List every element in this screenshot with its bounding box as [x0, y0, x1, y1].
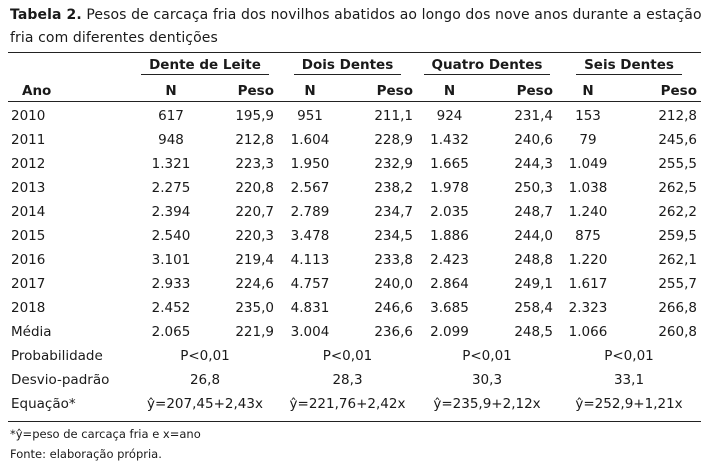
- cell-n: 1.049: [568, 156, 608, 172]
- table-summary: [8, 344, 701, 416]
- cell-peso: 195,9: [235, 108, 274, 124]
- cell-n: 1.950: [290, 156, 330, 172]
- bottom-rule: [8, 421, 701, 422]
- cell-n: 1.066: [568, 324, 608, 340]
- cell-n: 2.540: [151, 228, 191, 244]
- cell-n: 2.275: [151, 180, 191, 196]
- cell-peso: 231,4: [514, 108, 553, 124]
- cell-peso: 234,5: [374, 228, 413, 244]
- cell-peso: 240,6: [514, 132, 553, 148]
- cell-peso: 235,0: [235, 300, 274, 316]
- cell-peso: 262,2: [658, 204, 697, 220]
- cell-peso: 228,9: [374, 132, 413, 148]
- cell-n: 2.933: [151, 276, 191, 292]
- cell-peso: 266,8: [658, 300, 697, 316]
- cell-n: 1.604: [290, 132, 330, 148]
- group-header-seis-dentes: Seis Dentes: [557, 53, 701, 78]
- cell-peso: 244,3: [514, 156, 553, 172]
- cell-n: 1.240: [568, 204, 608, 220]
- row-year: 2014: [11, 204, 46, 220]
- cell-n: 3.685: [430, 300, 469, 316]
- cell-peso: 259,5: [658, 228, 697, 244]
- summary-value: P<0,01: [462, 348, 512, 364]
- cell-peso: 255,7: [658, 276, 697, 292]
- cell-n: 153: [575, 108, 601, 124]
- cell-n: 2.035: [430, 204, 469, 220]
- header-ano: Ano: [22, 83, 52, 99]
- cell-peso: 249,1: [514, 276, 553, 292]
- cell-n: 1.321: [151, 156, 191, 172]
- header-n: N: [165, 83, 177, 99]
- table-row: [8, 224, 701, 248]
- cell-n: 2.099: [430, 324, 469, 340]
- summary-row: [8, 368, 701, 392]
- cell-peso: 221,9: [235, 324, 274, 340]
- summary-value: ŷ=207,45+2,43x: [147, 396, 263, 412]
- summary-value: 33,1: [613, 372, 645, 388]
- summary-row: [8, 344, 701, 368]
- caption-text: Pesos de carcaça fria dos novilhos abatidos ao longo dos nove anos durante a estação fria com diferentes dentições: [10, 7, 702, 46]
- row-year: 2017: [11, 276, 46, 292]
- cell-n: 2.065: [151, 324, 191, 340]
- cell-peso: 224,6: [235, 276, 274, 292]
- cell-peso: 220,3: [235, 228, 274, 244]
- footnotes: [10, 424, 201, 464]
- data-table: [8, 53, 701, 416]
- cell-n: 1.665: [430, 156, 469, 172]
- group-header-dente-de-leite: Dente de Leite: [132, 53, 278, 78]
- header-n: N: [443, 83, 456, 99]
- row-year: 2013: [11, 180, 46, 196]
- cell-peso: 248,5: [514, 324, 553, 340]
- cell-peso: 212,8: [658, 108, 697, 124]
- cell-peso: 220,7: [235, 204, 274, 220]
- cell-peso: 238,2: [374, 180, 413, 196]
- group-header-row: [8, 53, 701, 78]
- cell-peso: 258,4: [514, 300, 553, 316]
- cell-peso: 262,1: [658, 252, 697, 268]
- header-peso: Peso: [376, 83, 413, 99]
- cell-peso: 260,8: [658, 324, 697, 340]
- table-row: [8, 320, 701, 344]
- cell-peso: 246,6: [374, 300, 413, 316]
- table-row: [8, 248, 701, 272]
- cell-n: 2.323: [568, 300, 608, 316]
- cell-peso: 240,0: [374, 276, 413, 292]
- cell-n: 875: [575, 228, 601, 244]
- caption-label: Tabela 2.: [10, 7, 82, 23]
- header-peso: Peso: [516, 83, 553, 99]
- row-year: 2016: [11, 252, 46, 268]
- cell-peso: 236,6: [374, 324, 413, 340]
- cell-peso: 245,6: [658, 132, 697, 148]
- summary-value: ŷ=235,9+2,12x: [433, 396, 541, 412]
- cell-n: 617: [158, 108, 184, 124]
- summary-value: ŷ=221,76+2,42x: [289, 396, 406, 412]
- cell-peso: 255,5: [658, 156, 697, 172]
- summary-value: P<0,01: [180, 348, 230, 364]
- cell-peso: 262,5: [658, 180, 697, 196]
- cell-peso: 233,8: [374, 252, 413, 268]
- cell-n: 2.789: [290, 204, 330, 220]
- row-year: 2011: [11, 132, 46, 148]
- table-row: [8, 176, 701, 200]
- cell-n: 2.423: [430, 252, 469, 268]
- header-n: N: [582, 83, 594, 99]
- cell-n: 4.757: [290, 276, 330, 292]
- cell-peso: 211,1: [374, 108, 413, 124]
- cell-peso: 219,4: [235, 252, 274, 268]
- cell-n: 3.004: [290, 324, 330, 340]
- summary-label: Desvio-padrão: [11, 372, 110, 388]
- cell-peso: 212,8: [235, 132, 274, 148]
- footnote-equation: *ŷ=peso de carcaça fria e x=ano: [10, 427, 201, 441]
- row-year: 2015: [11, 228, 46, 244]
- cell-peso: 248,8: [514, 252, 553, 268]
- cell-n: 2.452: [151, 300, 191, 316]
- table-row: [8, 104, 701, 128]
- table-caption: [10, 4, 702, 50]
- cell-n: 2.864: [430, 276, 469, 292]
- row-year: 2018: [11, 300, 46, 316]
- summary-value: 26,8: [189, 372, 221, 388]
- cell-n: 948: [158, 132, 184, 148]
- row-year: 2010: [11, 108, 46, 124]
- summary-value: P<0,01: [322, 348, 373, 364]
- header-n: N: [304, 83, 316, 99]
- summary-value: 30,3: [471, 372, 503, 388]
- table-row: [8, 272, 701, 296]
- cell-n: 3.101: [151, 252, 191, 268]
- cell-n: 79: [579, 132, 597, 148]
- cell-n: 1.886: [430, 228, 469, 244]
- cell-peso: 248,7: [514, 204, 553, 220]
- cell-n: 4.831: [290, 300, 330, 316]
- cell-peso: 250,3: [514, 180, 553, 196]
- header-peso: Peso: [660, 83, 697, 99]
- cell-n: 951: [297, 108, 323, 124]
- cell-n: 1.220: [568, 252, 608, 268]
- summary-row: [8, 392, 701, 416]
- summary-label: Equação*: [11, 396, 76, 412]
- group-header-dois-dentes: Dois Dentes: [278, 53, 417, 78]
- header-peso: Peso: [237, 83, 274, 99]
- cell-peso: 220,8: [235, 180, 274, 196]
- cell-peso: 232,9: [374, 156, 413, 172]
- cell-n: 1.617: [568, 276, 608, 292]
- cell-n: 4.113: [290, 252, 330, 268]
- cell-n: 1.978: [430, 180, 469, 196]
- cell-n: 924: [436, 108, 463, 124]
- summary-value: P<0,01: [604, 348, 654, 364]
- cell-n: 1.038: [568, 180, 608, 196]
- group-header-quatro-dentes: Quatro Dentes: [417, 53, 557, 78]
- table-row: [8, 128, 701, 152]
- footnote-source: Fonte: elaboração própria.: [10, 447, 162, 461]
- cell-peso: 244,0: [514, 228, 553, 244]
- cell-n: 2.394: [151, 204, 191, 220]
- summary-label: Probabilidade: [11, 348, 103, 364]
- row-year: Média: [11, 324, 52, 340]
- cell-peso: 234,7: [374, 204, 413, 220]
- row-year: 2012: [11, 156, 46, 172]
- cell-peso: 223,3: [235, 156, 274, 172]
- table-row: [8, 200, 701, 224]
- header-rule: [8, 101, 701, 102]
- cell-n: 2.567: [290, 180, 330, 196]
- cell-n: 1.432: [430, 132, 469, 148]
- table-row: [8, 152, 701, 176]
- table-body: [8, 104, 701, 344]
- table-row: [8, 296, 701, 320]
- cell-n: 3.478: [290, 228, 330, 244]
- summary-value: 28,3: [332, 372, 363, 388]
- summary-value: ŷ=252,9+1,21x: [575, 396, 683, 412]
